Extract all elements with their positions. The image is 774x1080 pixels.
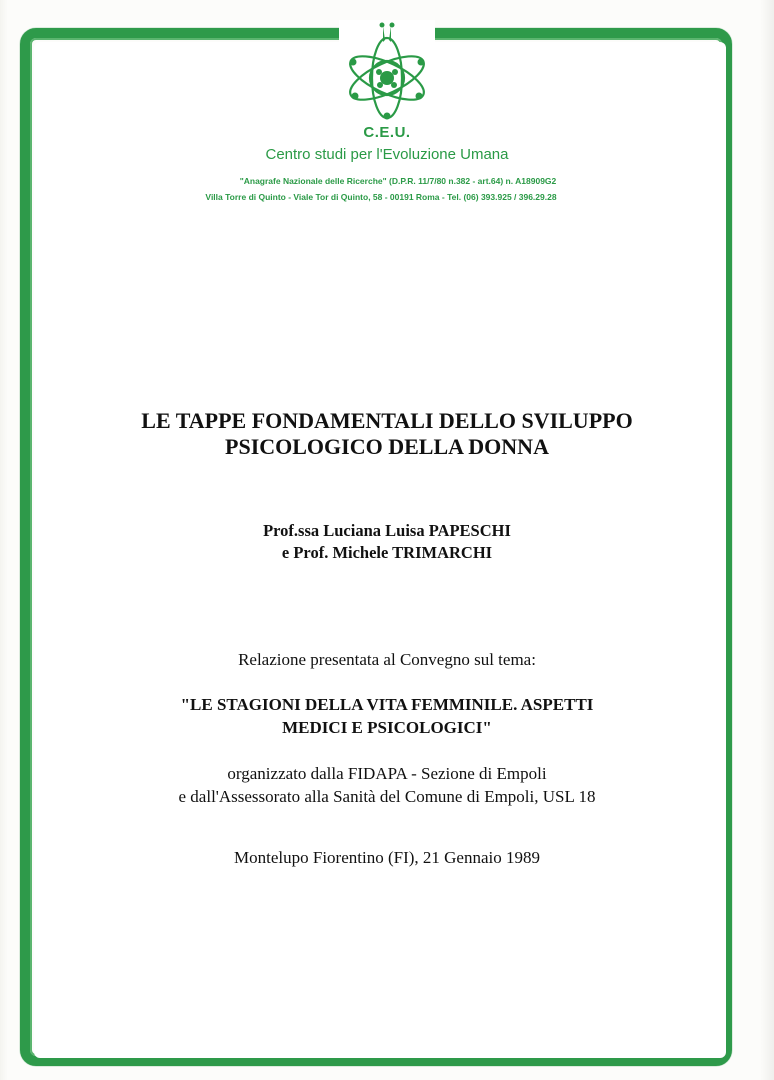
organization-name: Centro studi per l'Evoluzione Umana bbox=[265, 146, 509, 163]
presentation-intro: Relazione presentata al Convegno sul tema: bbox=[238, 650, 536, 669]
registry-line: "Anagrafe Nazionale delle Ricerche" (D.P.R. 11/7/80 n.382 - art.64) n. A18909G2 bbox=[239, 176, 557, 186]
organizer-line-2: e dall'Assessorato alla Sanità del Comune di Empoli, USL 18 bbox=[178, 787, 596, 806]
author-line-1: Prof.ssa Luciana Luisa PAPESCHI bbox=[263, 521, 511, 540]
authors bbox=[0, 520, 774, 564]
conference-line-2: MEDICI E PSICOLOGICI" bbox=[282, 718, 492, 737]
logo-container bbox=[0, 20, 774, 124]
title-line-1: LE TAPPE FONDAMENTALI DELLO SVILUPPO bbox=[141, 408, 633, 433]
organizers bbox=[0, 762, 774, 808]
address-line: Villa Torre di Quinto - Viale Tor di Quinto, 58 - 00191 Roma - Tel. (06) 393.925 / 396.29.28 bbox=[205, 192, 557, 202]
conference-line-1: "LE STAGIONI DELLA VITA FEMMINILE. ASPETTI bbox=[180, 695, 594, 714]
document-title bbox=[0, 408, 774, 460]
conference-theme bbox=[0, 693, 774, 739]
organization-abbreviation: C.E.U. bbox=[363, 124, 411, 141]
title-line-2: PSICOLOGICO DELLA DONNA bbox=[225, 434, 549, 459]
organizer-line-1: organizzato dalla FIDAPA - Sezione di Empoli bbox=[227, 764, 547, 783]
author-line-2: e Prof. Michele TRIMARCHI bbox=[281, 543, 493, 562]
place-and-date: Montelupo Fiorentino (FI), 21 Gennaio 1989 bbox=[234, 848, 540, 867]
ceu-emblem-icon bbox=[339, 20, 435, 124]
